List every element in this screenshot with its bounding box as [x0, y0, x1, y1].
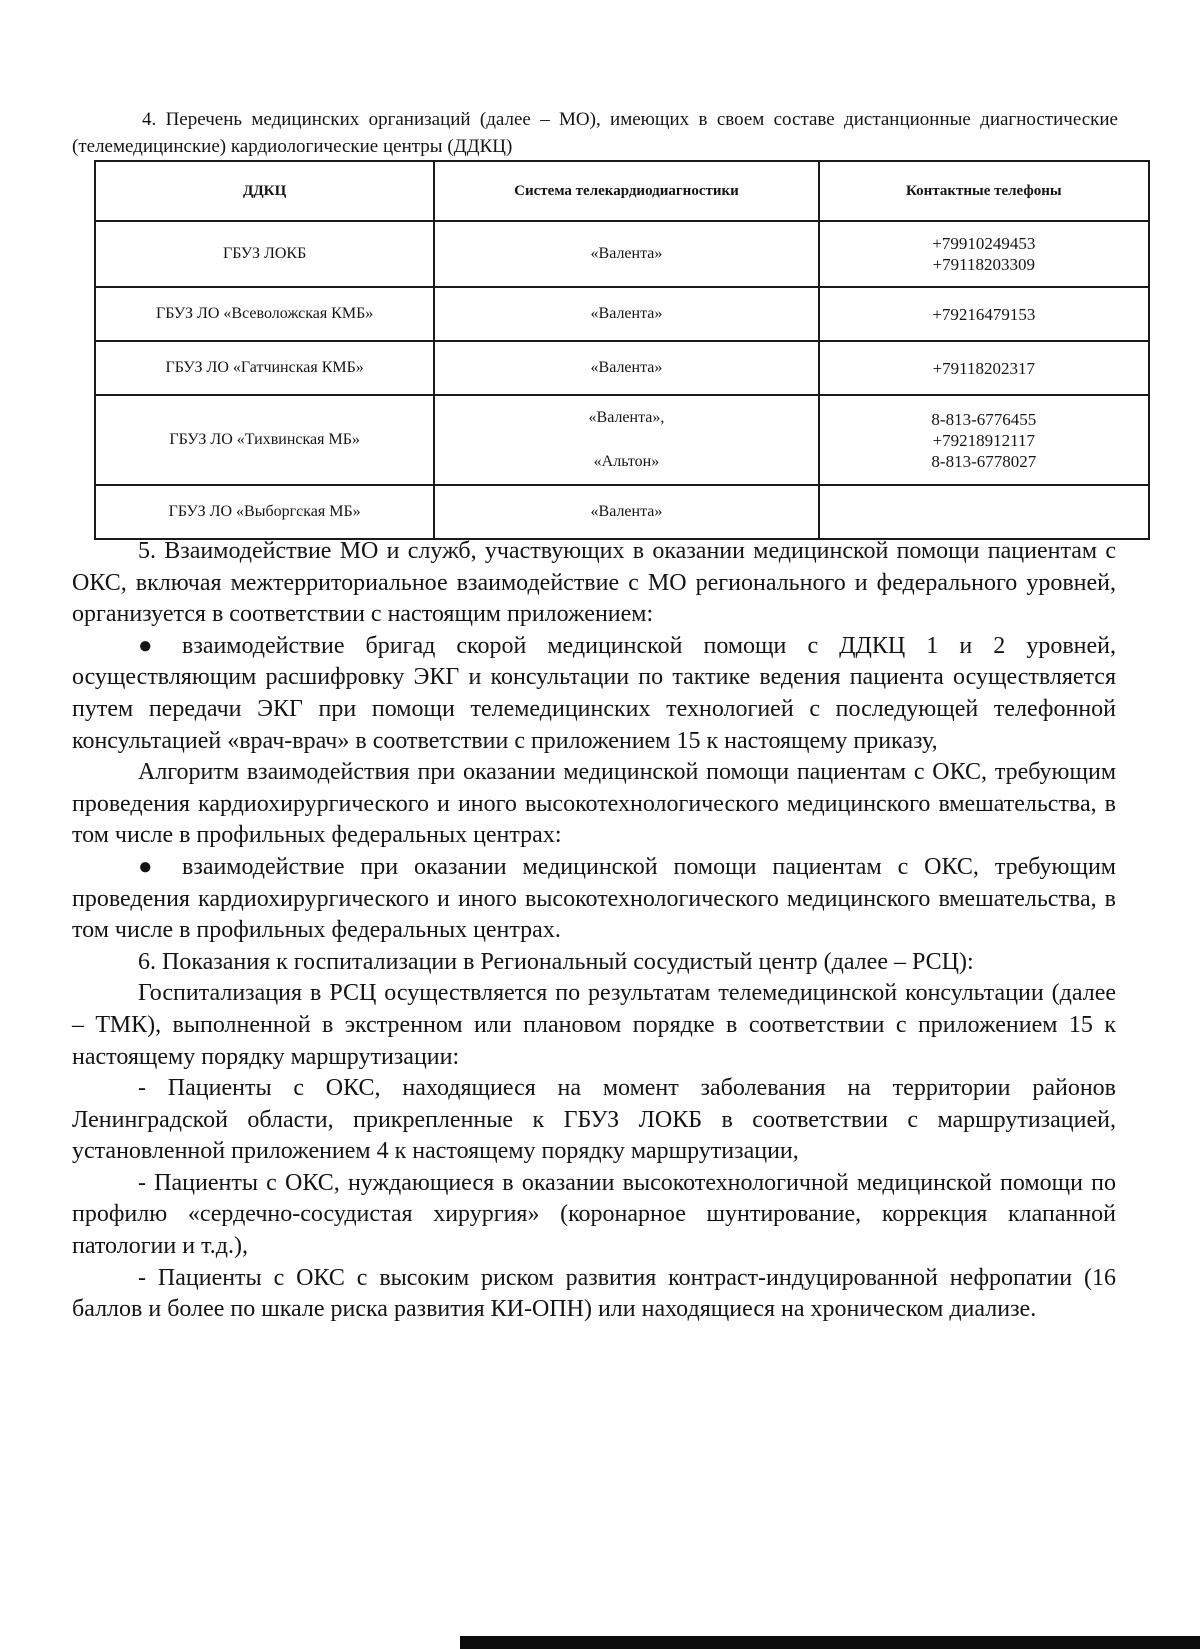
bullet-text: взаимодействие бригад скорой медицинской помощи с ДДКЦ 1 и 2 уровней, осуществляющим расшифровку ЭКГ и консультации по тактике ведения пациента осуществляется путем передачи ЭКГ при помощи телемедицинских технологией с последующей телефонной консультацией «врач-врач» в соответствии с приложением 15 к настоящему приказу,: [72, 632, 1116, 754]
hospitalization-paragraph: Госпитализация в РСЦ осуществляется по результатам телемедицинской консультации (далее – ТМК), выполненной в экстренном или плановом порядке в соответствии с приложением 15 к настоящему порядку маршрутизации:: [72, 980, 1116, 1070]
scan-border-line: [460, 1636, 1200, 1649]
table-row: [95, 395, 1149, 485]
column-header-system: Система телекардиодиагностики: [434, 161, 818, 221]
algorithm-paragraph: Алгоритм взаимодействия при оказании медицинской помощи пациентам с ОКС, требующим проведения кардиохирургического и иного высокотехнологического медицинского вмешательства, в том числе в профильных федеральных центрах:: [72, 759, 1116, 849]
phones-cell: [819, 287, 1149, 341]
phones-cell-empty: [819, 485, 1149, 539]
bullet-text: взаимодействие при оказании медицинской помощи пациентам с ОКС, требующим проведения кардиохирургического и иного высокотехнологического медицинского вмешательства, в том числе в профильных федеральных центрах.: [72, 853, 1116, 944]
table-row: [95, 287, 1149, 341]
system-name: «Валента»: [590, 359, 663, 376]
list-item: - Пациенты с ОКС, находящиеся на момент заболевания на территории районов Ленинградской области, прикрепленные к ГБУЗ ЛОКБ в соответствии с маршрутизацией, установленной приложением 4 к настоящему порядку маршрутизации,: [72, 1075, 1116, 1165]
phone-number: +79118203309: [932, 255, 1036, 274]
org-cell: ГБУЗ ЛО «Гатчинская КМБ»: [95, 341, 434, 395]
phone-number: +79118202317: [932, 358, 1036, 378]
bullet-icon: ●: [138, 853, 153, 880]
system-cell: [434, 485, 818, 539]
ddkc-table: [94, 160, 1150, 540]
list-item: - Пациенты с ОКС, нуждающиеся в оказании высокотехнологичной медицинской помощи по профилю «сердечно-сосудистая хирургия» (коронарное шунтирование, коррекция клапанной патологии и т.д.),: [72, 1169, 1116, 1260]
org-cell: ГБУЗ ЛО «Выборгская МБ»: [95, 485, 434, 539]
phones-cell: [819, 341, 1149, 395]
phone-number: 8-813-6778027: [931, 451, 1037, 471]
system-cell: [434, 395, 818, 485]
table-row: [95, 341, 1149, 395]
system-name: «Валента»,: [588, 409, 665, 426]
system-name: «Валента»: [590, 305, 663, 322]
section-4-heading: 4. Перечень медицинских организаций (далее – МО), имеющих в своем составе дистанционные диагностические (телемедицинские) кардиологические центры (ДДКЦ): [72, 109, 1118, 157]
phone-number: 8-813-6776455: [931, 409, 1037, 429]
table-row: [95, 221, 1149, 287]
bullet-item: [72, 631, 1116, 757]
system-cell: [434, 221, 818, 287]
phone-number: +79218912117: [932, 430, 1036, 450]
system-cell: [434, 341, 818, 395]
org-cell: ГБУЗ ЛО «Тихвинская МБ»: [95, 395, 434, 485]
table-row: [95, 485, 1149, 539]
phones-cell: [819, 395, 1149, 485]
system-name: «Альтон»: [593, 453, 660, 470]
system-name: «Валента»: [590, 503, 663, 520]
phones-cell: [819, 221, 1149, 287]
system-cell: [434, 287, 818, 341]
paragraph-6: 6. Показания к госпитализации в Региональный сосудистый центр (далее – РСЦ):: [138, 948, 974, 975]
paragraph-5: 5. Взаимодействие МО и служб, участвующих в оказании медицинской помощи пациентам с ОКС, включая межтерриториальное взаимодействие с МО регионального и федерального уровней, организуется в соответствии с настоящим приложением:: [72, 538, 1116, 628]
org-cell: ГБУЗ ЛО «Всеволожская КМБ»: [95, 287, 434, 341]
table-header-row: [95, 161, 1149, 221]
bullet-icon: ●: [138, 632, 153, 659]
column-header-phones: Контактные телефоны: [819, 161, 1149, 221]
phone-number: +79216479153: [932, 304, 1036, 324]
column-header-ddkc: ДДКЦ: [95, 161, 434, 221]
body-text: [72, 536, 1116, 1326]
phone-number: +79910249453: [932, 234, 1036, 253]
bullet-item: [72, 852, 1116, 947]
system-name: «Валента»: [590, 245, 663, 262]
list-item: - Пациенты с ОКС с высоким риском развития контраст-индуцированной нефропатии (16 баллов и более по шкале риска развития КИ-ОПН) или находящиеся на хроническом диализе.: [72, 1264, 1116, 1323]
org-cell: ГБУЗ ЛОКБ: [95, 221, 434, 287]
